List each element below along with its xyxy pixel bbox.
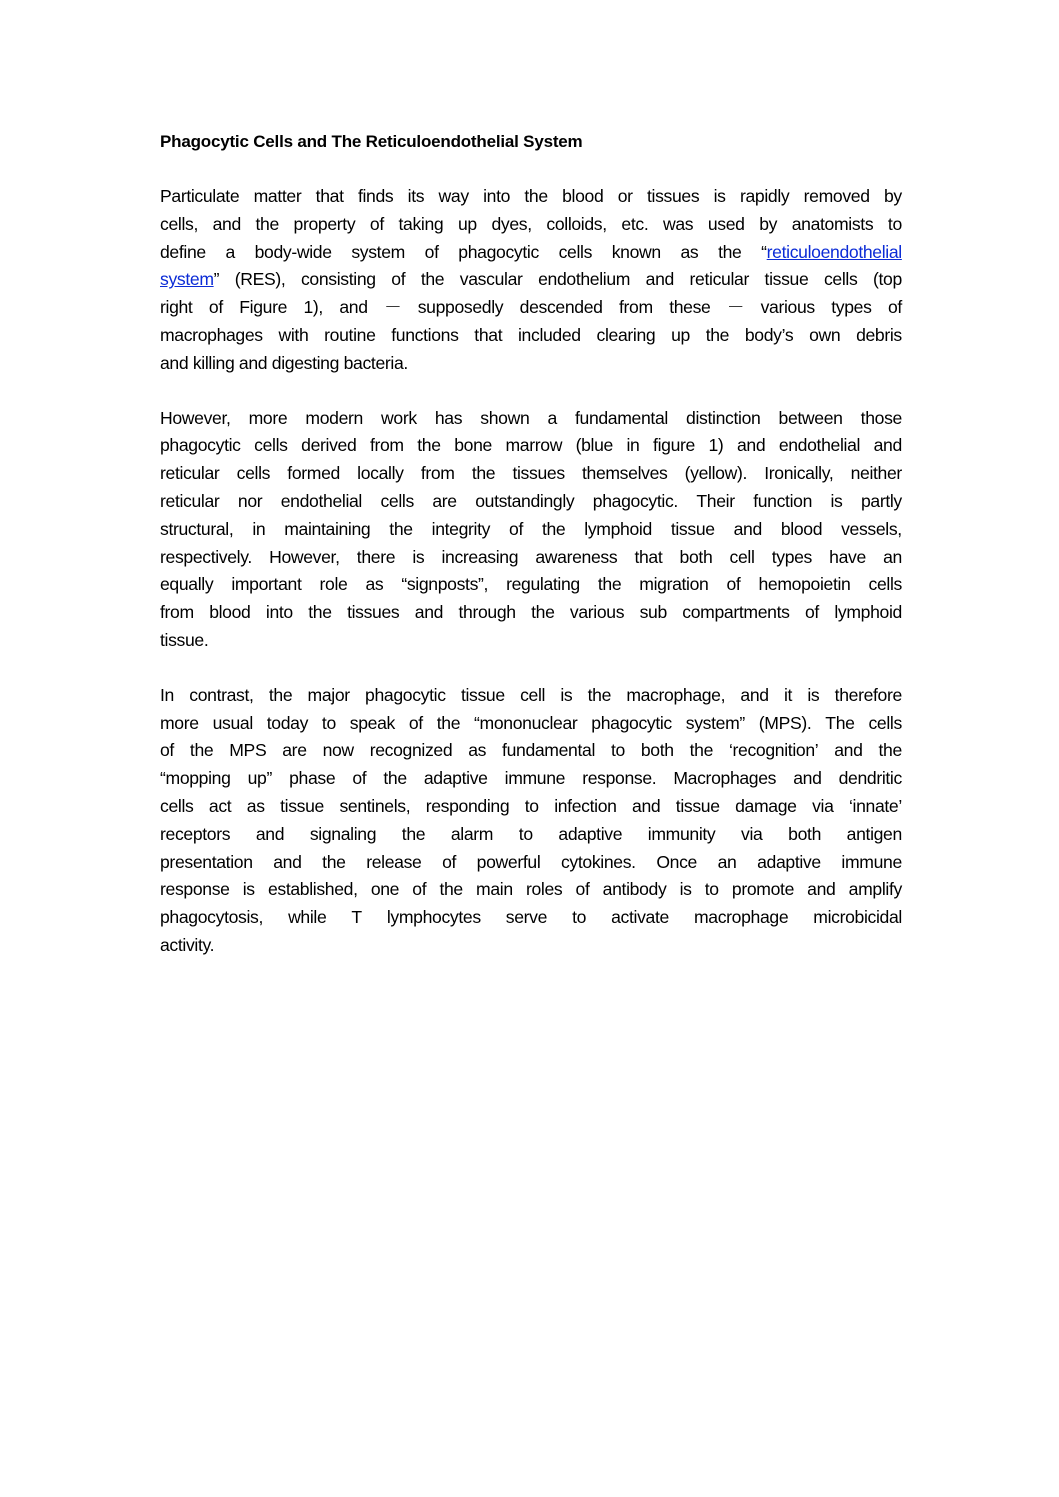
text-line: However, more modern work has shown a fundamental distinction between those xyxy=(160,407,902,428)
text-line: equally important role as “signposts”, regulating the migration of hemopoietin cells xyxy=(160,574,902,595)
text-line: Particulate matter that finds its way into the blood or tissues is rapidly removed by xyxy=(160,186,902,206)
text-line: structural, in maintaining the integrity of the lymphoid tissue and blood vessels, xyxy=(160,518,902,539)
text-line: tissue. xyxy=(160,629,209,650)
text-line: cells act as tissue sentinels, responding to infection and tissue damage via ‘innate’ xyxy=(160,795,902,816)
text-line: reticular nor endothelial cells are outstandingly phagocytic. Their function is partly xyxy=(160,490,902,511)
text-line: cells, and the property of taking up dyes, colloids, etc. was used by anatomists to xyxy=(160,213,902,234)
document-title: Phagocytic Cells and The Reticuloendothelial System xyxy=(160,132,583,151)
text-line: respectively. However, there is increasing awareness that both cell types have an xyxy=(160,546,902,567)
text-line: phagocytic cells derived from the bone marrow (blue in figure 1) and endothelial and xyxy=(160,435,902,456)
text-line: more usual today to speak of the “mononuclear phagocytic system” (MPS). The cells xyxy=(160,712,902,733)
reticuloendothelial-system-link[interactable]: reticuloendothelial xyxy=(766,241,902,262)
paragraph-distinction xyxy=(160,405,902,655)
text-line: activity. xyxy=(160,934,215,955)
text-line: from blood into the tissues and through the various sub compartments of lymphoid xyxy=(160,602,902,623)
text-line: phagocytosis, while T lymphocytes serve to activate macrophage microbicidal xyxy=(160,907,902,928)
paragraph-mps xyxy=(160,682,902,960)
paragraph-res xyxy=(160,183,902,378)
text-line: reticular cells formed locally from the tissues themselves (yellow). Ironically, neither xyxy=(160,463,902,484)
text-line: and killing and digesting bacteria. xyxy=(160,352,408,373)
text-line: presentation and the release of powerful cytokines. Once an adaptive immune xyxy=(160,851,902,872)
reticuloendothelial-system-link[interactable]: system xyxy=(160,269,214,290)
text-line: response is established, one of the main roles of antibody is to promote and amplify xyxy=(160,879,902,900)
text-line: right of Figure 1), and － supposedly descended from these － various types of xyxy=(160,297,902,318)
text-line: “mopping up” phase of the adaptive immune response. Macrophages and dendritic xyxy=(160,768,902,789)
text-line-with-link: system” (RES), consisting of the vascular endothelium and reticular tissue cells (top xyxy=(160,269,902,290)
document-page xyxy=(160,128,902,960)
text-line: receptors and signaling the alarm to adaptive immunity via both antigen xyxy=(160,823,902,844)
text-line-with-link: define a body-wide system of phagocytic cells known as the “reticuloendothelial xyxy=(160,241,902,262)
text-line: of the MPS are now recognized as fundamental to both the ‘recognition’ and the xyxy=(160,740,902,761)
text-line: macrophages with routine functions that included clearing up the body’s own debris xyxy=(160,324,902,345)
text-line: In contrast, the major phagocytic tissue cell is the macrophage, and it is therefore xyxy=(160,684,902,705)
